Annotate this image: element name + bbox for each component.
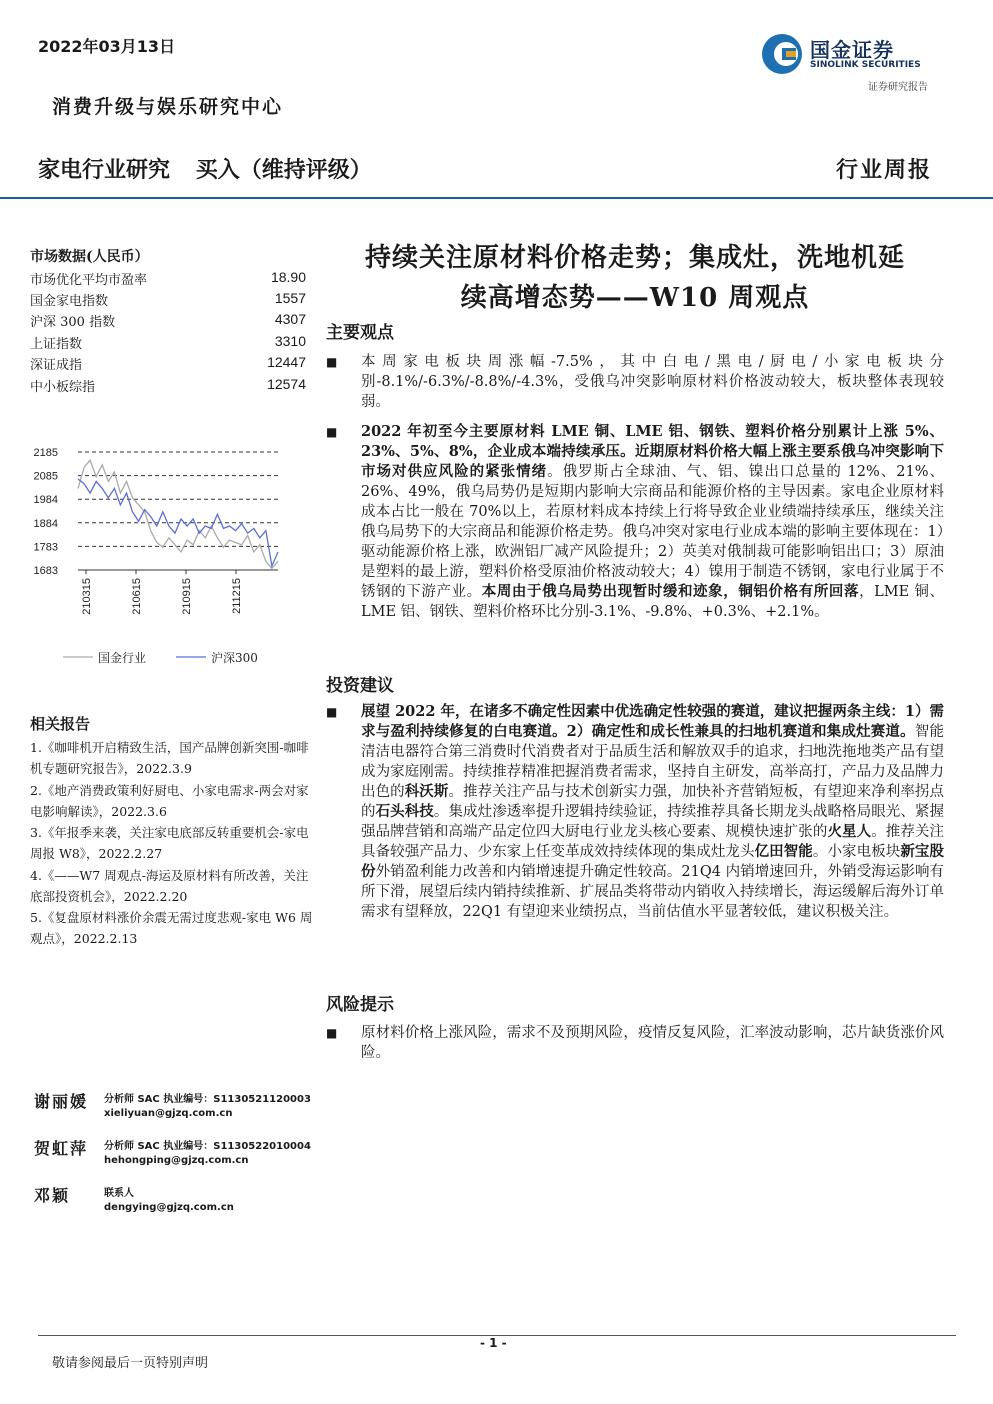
- analyst-credential: 分析师 SAC 执业编号：S1130522010004: [104, 1141, 311, 1152]
- text-run: 。集成灶渗透率提升逻辑持续验证，持续推荐具备长期龙头战略格局眼光、紧握强品牌营销和高端产品定位四大厨电行业龙头核心要素、规模快速扩张的: [361, 804, 945, 840]
- related-report-item: 3.《年报季来袭，关注家电底部反转重要机会-家电周报 W8》，2022.2.27: [30, 825, 309, 861]
- bullet-square-icon: ■: [326, 705, 338, 719]
- text-run: ，LME 铜、LME 铝、钢铁、塑料价格环比分别-3.1%、-9.8%、+0.3%、+2.1%。: [361, 584, 945, 620]
- market-row: [30, 290, 306, 311]
- analyst-email[interactable]: xieliyuan@gjzq.com.cn: [104, 1108, 233, 1119]
- logo-text-en: SINOLINK SECURITIES: [810, 60, 921, 70]
- series-line-industry: [78, 460, 278, 568]
- market-label: 国金家电指数: [30, 294, 109, 309]
- analyst-credential: 分析师 SAC 执业编号：S1130521120003: [104, 1094, 311, 1105]
- market-row: [30, 333, 306, 354]
- analyst-name: 贺虹萍: [34, 1139, 89, 1158]
- industry-rating: [38, 153, 390, 184]
- industry-label: 家电行业研究: [38, 158, 171, 183]
- market-label: 市场优化平均市盈率: [30, 273, 148, 288]
- rating-label: 买入（维持评级）: [195, 158, 372, 183]
- market-value: 12574: [267, 376, 306, 392]
- bullet-text: [361, 702, 944, 922]
- market-row: [30, 376, 306, 397]
- text-run: 。推荐关注产品与技术创新实力强，加快补齐营销短板，有望迎来净利率拐点的: [361, 784, 945, 820]
- bullet-raw-materials: [326, 422, 944, 622]
- index-line-chart: [28, 440, 318, 670]
- related-report-item: 4.《——W7 周观点-海运及原材料有所改善，关注底部投资机会》，2022.2.20: [30, 868, 309, 904]
- analyst-info: [104, 1140, 311, 1168]
- market-label: 上证指数: [30, 337, 83, 352]
- market-value: 4307: [274, 311, 306, 327]
- bullet-square-icon: ■: [326, 425, 338, 439]
- market-value: 12447: [267, 354, 306, 370]
- text-run: 。俄罗斯占全球油、气、铝、镍出口总量的 12%、21%、26%、49%，俄乌局势仍是短期内影响大宗商品和能源价格的主导因素。家电企业原材料成本占比一般在 70%以上，若原材料成本持续上行将导致企业业绩端持续承压，继续关注俄乌局势下的大宗商品和能源价格走势。俄乌冲突对家电行业成本端的影响主要体现在：1）驱动能源价格上涨，欧洲铝厂减产风险提升；2）英美对俄制裁可能影响铝出口；3）原油是塑料的最上游，塑料价格受原油价格波动较大；4）镍用于制造不锈钢，家电行业属于不锈钢的下游产业。: [361, 464, 944, 600]
- section-heading-main-view: 主要观点: [326, 323, 394, 343]
- bullet-text: [361, 422, 944, 622]
- x-tick-label: 211215: [231, 578, 243, 614]
- market-value: 18.90: [270, 269, 306, 285]
- section-heading-risk: 风险提示: [326, 995, 394, 1015]
- section-heading-investment: 投资建议: [326, 676, 394, 696]
- market-row: [30, 311, 306, 332]
- report-kind: 证券研究报告: [868, 82, 928, 93]
- analyst-info: [104, 1187, 234, 1215]
- page-number: - 1 -: [480, 1336, 507, 1350]
- x-tick-label: 210315: [81, 578, 93, 615]
- footer-disclaimer: 敬请参阅最后一页特别声明: [52, 1356, 209, 1371]
- market-data-title: 市场数据(人民币）: [30, 249, 149, 265]
- bold-phrase: 新宝股份: [361, 843, 945, 880]
- logo-text-cn: 国金证券: [810, 38, 894, 62]
- related-reports-title: 相关报告: [30, 715, 91, 733]
- related-report-item: 1.《咖啡机开启精致生活，国产品牌创新突围-咖啡机专题研究报告》，2022.3.9: [30, 740, 309, 776]
- bullet-text: 原材料价格上涨风险，需求不及预期风险，疫情反复风险，汇率波动影响，芯片缺货涨价风险。: [361, 1025, 944, 1061]
- text-run: 外销盈利能力改善和内销增速提升确定性较高。21Q4 内销增速回升，外销受海运影响有所下滑，展望后续内销持续推新、扩展品类将带动内销收入持续增长，海运缓解后海外订单需求有望释放，22Q1 有望迎来业绩拐点，当前估值水平显著较低，建议积极关注。: [361, 864, 945, 920]
- bullet-investment: [326, 702, 944, 922]
- market-value: 1557: [274, 290, 306, 306]
- bold-phrase: 展望 2022 年，在诸多不确定性因素中优选确定性较强的赛道，建议把握两条主线：1）需求与盈利持续修复的白电赛道。2）确定性和成长性兼具的扫地机赛道和集成灶赛道。: [361, 703, 944, 740]
- y-tick-label: 1984: [33, 494, 58, 507]
- market-label: 深证成指: [30, 358, 83, 373]
- text-run: 。推荐关注具备较强产品力、少东家上任变革成效持续体现的集成灶龙头: [361, 824, 945, 860]
- bold-phrase: 2022 年初至今主要原材料 LME 铜、LME 铝、钢铁、塑料价格分别累计上涨 5%、23%、5%、8%，企业成本端持续承压。近期原材料价格大幅上涨主要系俄乌冲突影响下市场对供应风险的紧张情绪: [361, 423, 944, 480]
- bold-phrase: 科沃斯: [404, 783, 449, 800]
- bullet-square-icon: ■: [326, 1026, 338, 1040]
- report-title: [326, 238, 944, 318]
- y-tick-label: 1683: [33, 565, 58, 577]
- bullet-text: 本周家电板块周涨幅-7.5%，其中白电/黑电/厨电/小家电板块分别-8.1%/-6.3%/-8.8%/-4.3%，受俄乌冲突影响原材料价格波动较大，板块整体表现较弱。: [361, 354, 944, 410]
- market-row: [30, 269, 306, 290]
- analyst-name: 邓颖: [34, 1186, 71, 1205]
- y-tick-label: 1783: [33, 541, 58, 554]
- report-date: 2022年03月13日: [38, 37, 176, 56]
- analyst-name: 谢丽媛: [34, 1092, 89, 1111]
- legend-label: 国金行业: [98, 651, 147, 665]
- y-tick-label: 2085: [33, 470, 58, 483]
- market-value: 3310: [274, 333, 306, 349]
- bullet-weekly-performance: [326, 352, 944, 412]
- legend-label: 沪深300: [211, 651, 258, 665]
- header-divider: [0, 197, 993, 199]
- report-title-line: 续高增态势——W10 周观点: [460, 283, 810, 313]
- market-row: [30, 354, 306, 375]
- market-label: 中小板综指: [30, 380, 96, 395]
- research-center: 消费升级与娱乐研究中心: [52, 96, 284, 118]
- x-tick-label: 210615: [131, 578, 143, 615]
- bold-phrase: 石头科技: [375, 803, 434, 820]
- text-run: 。小家电板块: [812, 844, 901, 860]
- bold-phrase: 火星人: [827, 823, 872, 840]
- analyst-email[interactable]: hehongping@gjzq.com.cn: [104, 1155, 249, 1166]
- analyst-credential: 联系人: [104, 1188, 134, 1199]
- bullet-square-icon: ■: [326, 355, 338, 369]
- y-tick-label: 2185: [33, 447, 58, 459]
- analyst-email[interactable]: dengying@gjzq.com.cn: [104, 1202, 234, 1213]
- bold-phrase: 亿田智能: [754, 843, 813, 860]
- analyst-info: [104, 1093, 311, 1121]
- report-type: 行业周报: [836, 157, 933, 183]
- related-report-item: 2.《地产消费政策利好厨电、小家电需求-两会对家电影响解读》，2022.3.6: [30, 783, 309, 819]
- report-title-line: 持续关注原材料价格走势；集成灶，洗地机延: [364, 243, 905, 273]
- bold-phrase: 本周由于俄乌局势出现暂时缓和迹象，铜铝价格有所回落: [481, 583, 860, 600]
- bullet-risk: [326, 1023, 944, 1063]
- text-run: 智能清洁电器符合第三消费时代消费者对于品质生活和解放双手的追求，扫地洗拖地类产品有望成为家庭刚需。持续推荐精准把握消费者需求，坚持自主研发，高举高打，产品力及品牌力出色的: [361, 724, 945, 800]
- related-report-item: 5.《复盘原材料涨价余震无需过度悲观-家电 W6 周观点》，2022.2.13: [30, 910, 313, 946]
- market-label: 沪深 300 指数: [30, 315, 116, 330]
- y-tick-label: 1884: [33, 517, 58, 530]
- x-tick-label: 210915: [181, 578, 193, 615]
